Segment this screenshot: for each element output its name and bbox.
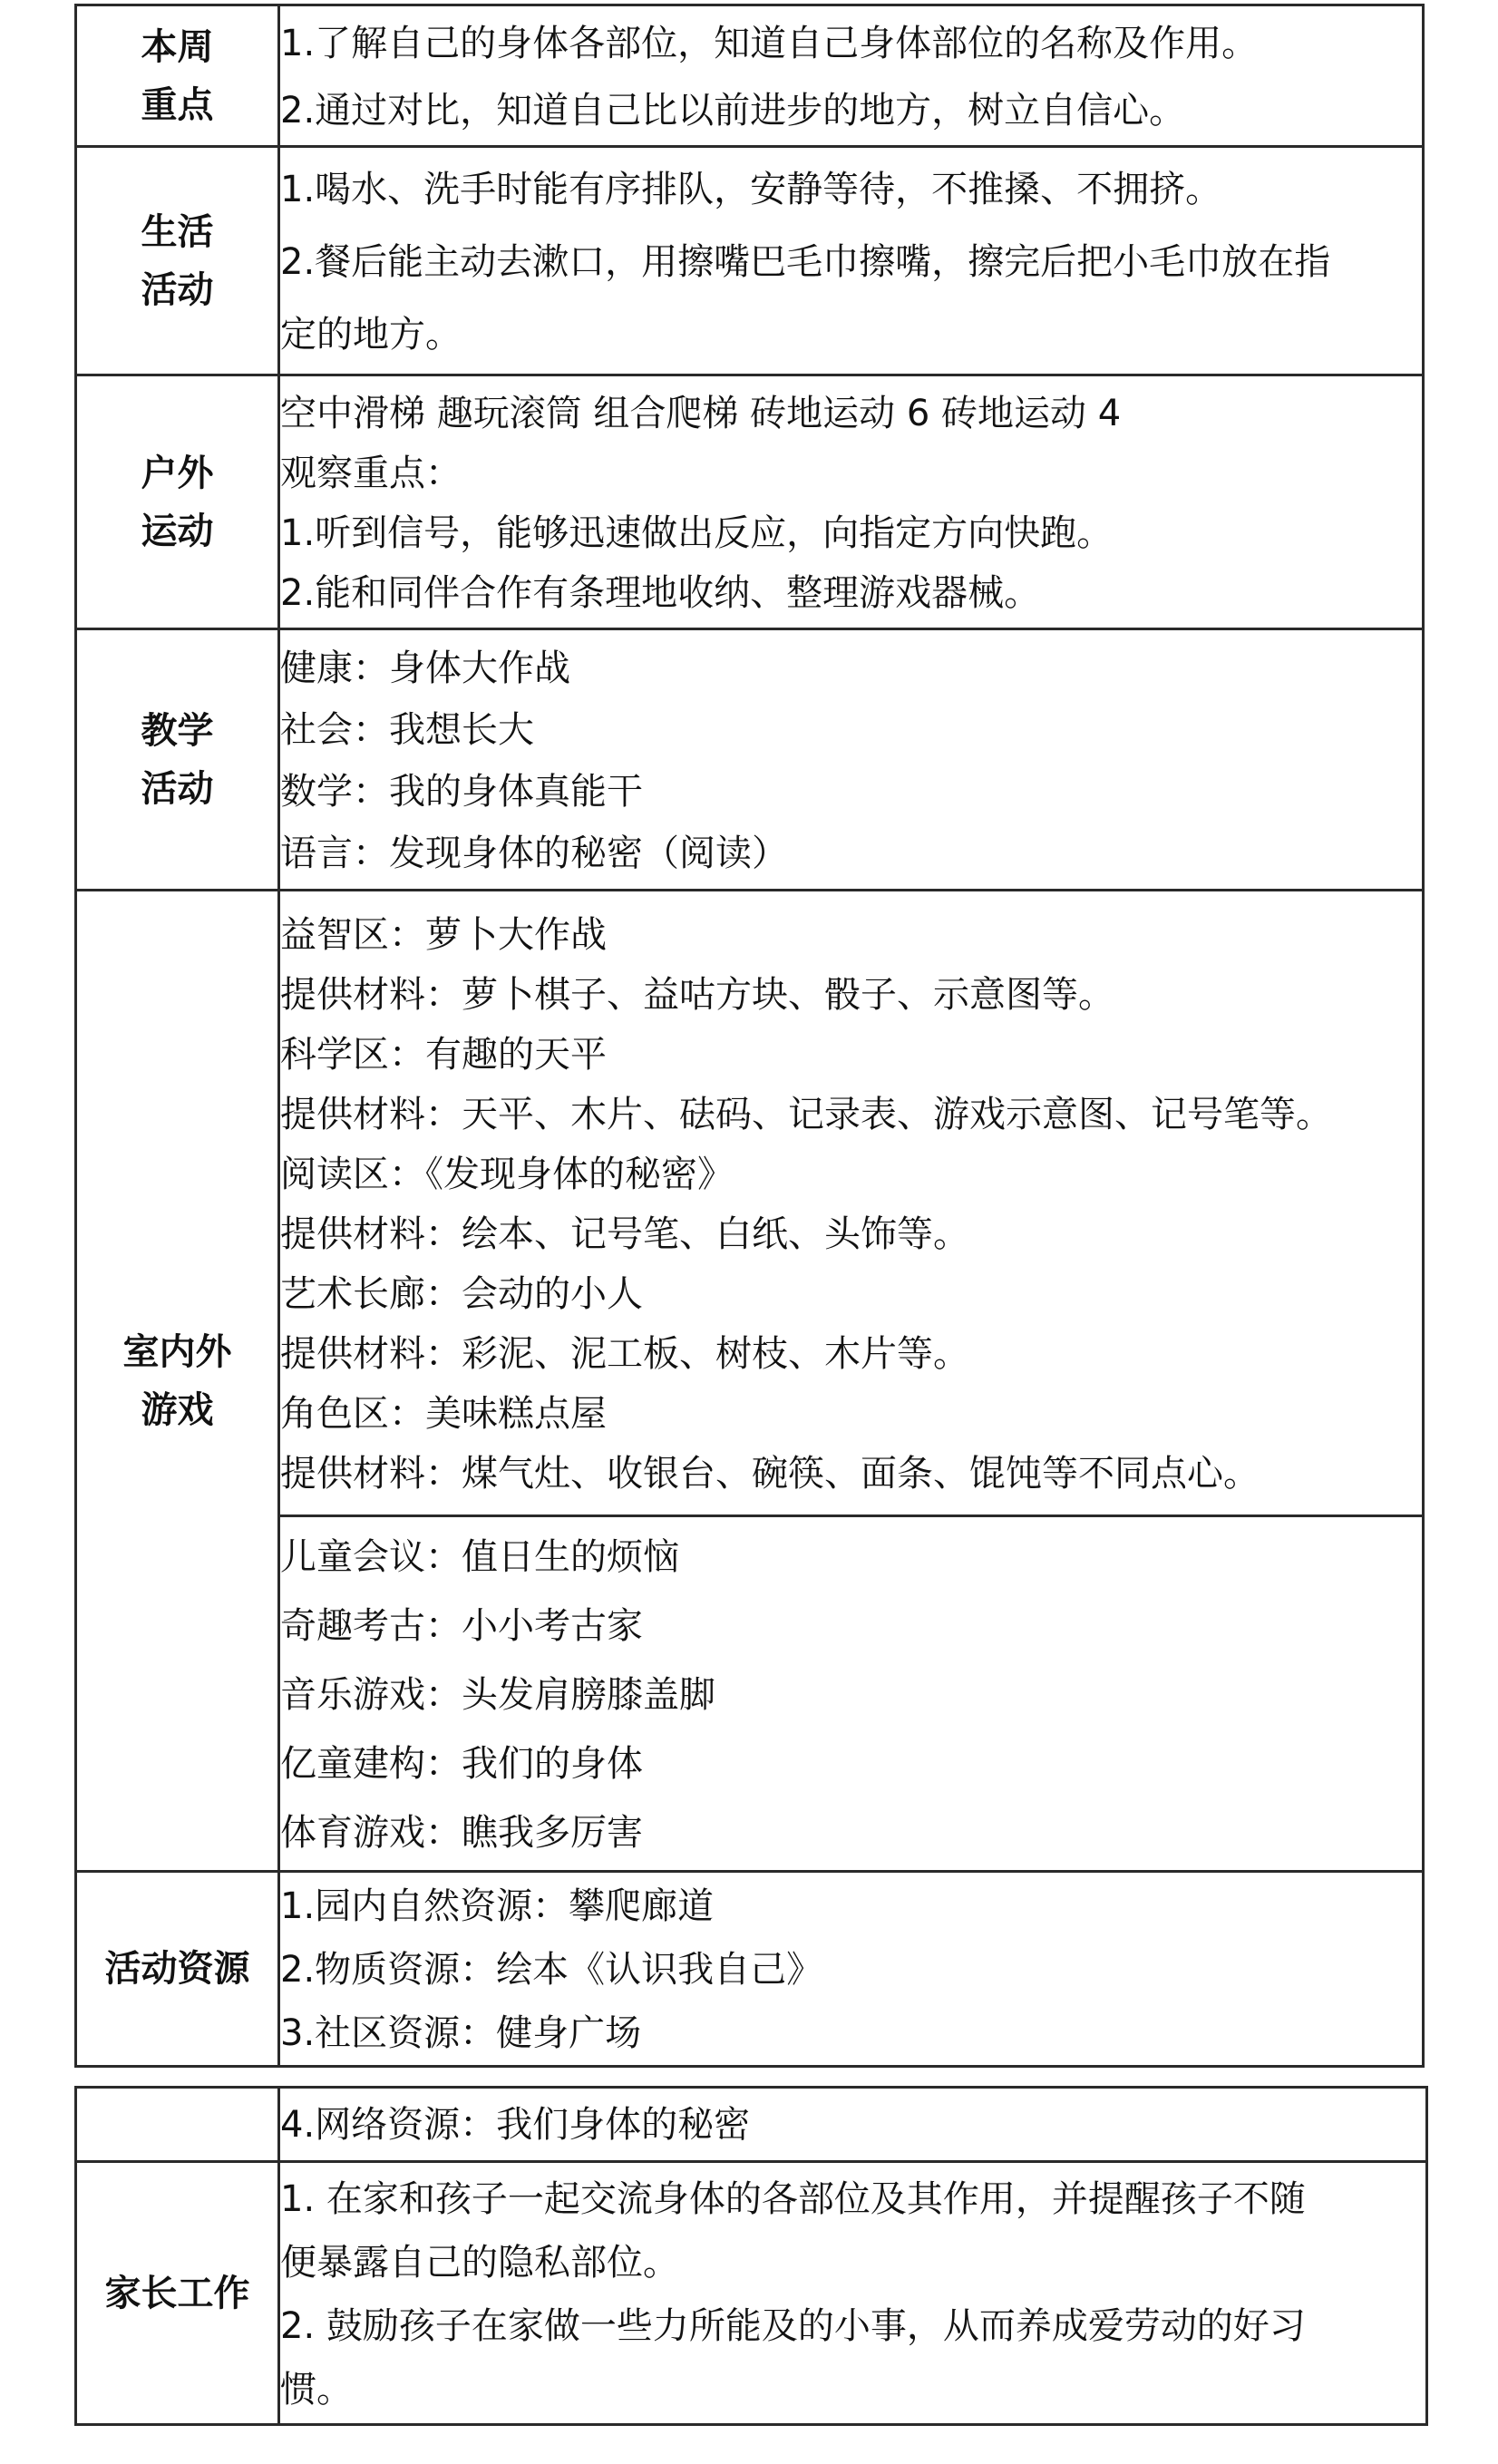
content-line: 健康：身体大作战	[280, 647, 570, 689]
row-label	[76, 1872, 279, 2067]
content-line: 便暴露自己的隐私部位。	[280, 2241, 679, 2284]
content-line: 语言：发现身体的秘密（阅读）	[280, 832, 788, 874]
content-line: 空中滑梯 趣玩滚筒 组合爬梯 砖地运动 6 砖地运动 4	[280, 392, 1122, 434]
row-label-line: 教学	[141, 709, 214, 752]
content-line: 体育游戏：瞧我多厉害	[280, 1811, 643, 1854]
row-label	[76, 2088, 279, 2162]
row-content	[279, 891, 1424, 1516]
row-label	[76, 375, 279, 629]
content-line: 数学：我的身体真能干	[280, 770, 643, 813]
row-content	[279, 629, 1424, 891]
content-line: 1.了解自己的身体各部位，知道自己身体部位的名称及作用。	[280, 22, 1259, 64]
row-content	[279, 375, 1424, 629]
row-content	[279, 1516, 1424, 1872]
row-content	[279, 2162, 1427, 2425]
content-line: 奇趣考古：小小考古家	[280, 1604, 643, 1647]
content-line: 阅读区：《发现身体的秘密》	[280, 1153, 734, 1195]
content-line: 观察重点：	[280, 452, 462, 494]
row-content	[279, 2088, 1427, 2162]
content-line: 1.听到信号，能够迅速做出反应，向指定方向快跑。	[280, 511, 1114, 554]
row-content	[279, 1872, 1424, 2067]
row-games-indoor	[76, 891, 1424, 1516]
row-label	[76, 5, 279, 147]
row-outdoor-sports	[76, 375, 1424, 629]
content-line: 2. 鼓励孩子在家做一些力所能及的小事，从而养成爱劳动的好习	[280, 2304, 1306, 2347]
row-label-line: 活动资源	[104, 1948, 250, 1990]
content-line: 儿童会议：值日生的烦恼	[280, 1535, 679, 1578]
content-line: 惯。	[280, 2368, 353, 2410]
row-label-line: 本周	[141, 25, 214, 68]
content-line: 提供材料：天平、木片、砝码、记录表、游戏示意图、记号笔等。	[280, 1093, 1332, 1135]
content-line: 提供材料：绘本、记号笔、白纸、头饰等。	[280, 1213, 969, 1255]
row-content	[279, 147, 1424, 375]
weekly-plan-table-continued	[74, 2086, 1428, 2426]
content-line: 科学区：有趣的天平	[280, 1033, 607, 1076]
row-label-line: 重点	[141, 83, 214, 126]
row-label-line: 游戏	[141, 1388, 214, 1431]
content-line: 2.物质资源：绘本《认识我自己》	[280, 1949, 823, 1991]
content-line: 益智区：萝卜大作战	[280, 913, 607, 956]
content-line: 提供材料：彩泥、泥工板、树枝、木片等。	[280, 1332, 969, 1375]
row-teaching-activities	[76, 629, 1424, 891]
row-daily-life	[76, 147, 1424, 375]
content-line: 1. 在家和孩子一起交流身体的各部位及其作用，并提醒孩子不随	[280, 2177, 1306, 2220]
content-line: 4.网络资源：我们身体的秘密	[280, 2103, 751, 2146]
row-label-line: 室内外	[122, 1330, 232, 1373]
row-parent-work	[76, 2162, 1427, 2425]
content-line: 角色区：美味糕点屋	[280, 1392, 607, 1435]
content-line: 3.社区资源：健身广场	[280, 2012, 642, 2054]
content-line: 定的地方。	[280, 313, 462, 355]
row-label	[76, 2162, 279, 2425]
row-label	[76, 891, 279, 1872]
row-label	[76, 629, 279, 891]
row-content	[279, 5, 1424, 147]
row-label	[76, 147, 279, 375]
content-line: 2.能和同伴合作有条理地收纳、整理游戏器械。	[280, 571, 1041, 614]
content-line: 提供材料：煤气灶、收银台、碗筷、面条、馄饨等不同点心。	[280, 1452, 1260, 1495]
row-network-resources	[76, 2088, 1427, 2162]
content-line: 艺术长廊：会动的小人	[280, 1272, 643, 1315]
content-line: 1.喝水、洗手时能有序排队，安静等待，不推搡、不拥挤。	[280, 168, 1222, 210]
row-label-line: 户外	[141, 452, 214, 494]
row-label-line: 运动	[141, 510, 214, 552]
content-line: 提供材料：萝卜棋子、益咕方块、骰子、示意图等。	[280, 973, 1114, 1016]
content-line: 2.餐后能主动去漱口，用擦嘴巴毛巾擦嘴，擦完后把小毛巾放在指	[280, 240, 1331, 283]
row-label-line: 活动	[141, 767, 214, 810]
content-line: 音乐游戏：头发肩膀膝盖脚	[280, 1673, 715, 1716]
row-weekly-focus	[76, 5, 1424, 147]
content-line: 亿童建构：我们的身体	[280, 1742, 643, 1785]
content-line: 2.通过对比，知道自己比以前进步的地方，树立自信心。	[280, 89, 1186, 131]
row-label-line: 活动	[141, 268, 214, 311]
row-activity-resources	[76, 1872, 1424, 2067]
content-line: 社会：我想长大	[280, 708, 534, 751]
row-label-line: 生活	[141, 210, 214, 253]
row-label-line: 家长工作	[104, 2272, 250, 2314]
weekly-plan-table	[74, 4, 1425, 2068]
content-line: 1.园内自然资源：攀爬廊道	[280, 1885, 715, 1927]
